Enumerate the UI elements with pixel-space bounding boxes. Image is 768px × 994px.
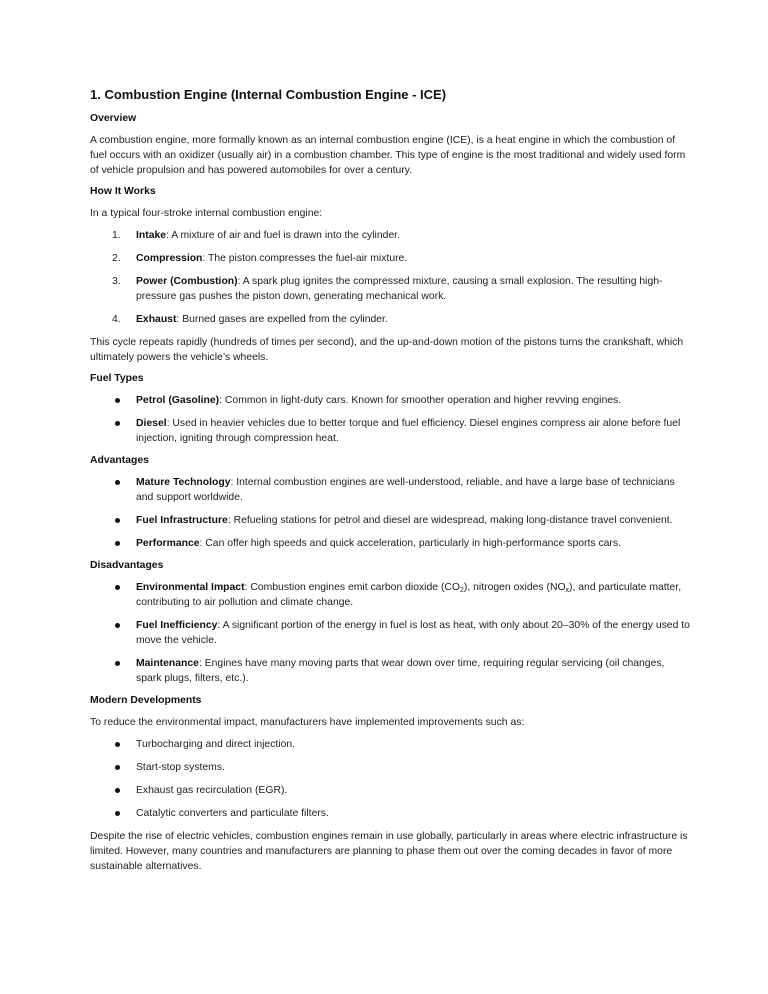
overview-heading: Overview — [90, 113, 137, 124]
list-item — [90, 806, 690, 821]
bullet-icon — [115, 541, 120, 546]
subscript: x — [565, 587, 570, 594]
step-term: Power (Combustion) — [136, 276, 238, 287]
bullet-icon — [115, 623, 120, 628]
list-number: 4. — [112, 314, 121, 325]
list-item — [90, 228, 690, 243]
list-item — [90, 274, 690, 304]
bullet-icon — [115, 765, 120, 770]
bullet-icon — [115, 742, 120, 747]
list-item — [90, 737, 690, 752]
item-text: Exhaust gas recirculation (EGR). — [136, 785, 288, 796]
step-desc: : A mixture of air and fuel is drawn into the cylinder. — [166, 230, 400, 241]
list-number: 1. — [112, 230, 121, 241]
item-desc: : Used in heavier vehicles due to better torque and fuel efficiency. Diesel engines compress air alone before fuel injection, igniting through compression heat. — [136, 418, 681, 444]
item-desc-part: : Combustion engines emit carbon dioxide (CO — [244, 582, 460, 593]
bullet-icon — [115, 661, 120, 666]
bullet-icon — [115, 788, 120, 793]
list-item — [90, 312, 690, 327]
item-desc: : Can offer high speeds and quick acceleration, particularly in high-performance sports cars. — [199, 538, 621, 549]
item-term: Performance — [136, 538, 200, 549]
list-item — [90, 760, 690, 775]
list-item — [90, 618, 690, 648]
step-term: Intake — [136, 230, 167, 241]
item-term: Fuel Infrastructure — [136, 515, 228, 526]
step-desc: : The piston compresses the fuel-air mixture. — [202, 253, 408, 264]
list-item — [90, 475, 690, 505]
stroke-steps-list — [90, 228, 690, 327]
list-item — [90, 580, 690, 610]
document-page — [90, 86, 690, 881]
item-term: Petrol (Gasoline) — [136, 395, 220, 406]
disadvantages-heading: Disadvantages — [90, 560, 164, 571]
list-number: 3. — [112, 276, 121, 287]
list-item — [90, 251, 690, 266]
modern-list — [90, 737, 690, 821]
item-desc: : Refueling stations for petrol and diesel are widespread, making long-distance travel convenient. — [227, 515, 673, 526]
bullet-icon — [115, 480, 120, 485]
advantages-list — [90, 475, 690, 551]
overview-text: A combustion engine, more formally known as an internal combustion engine (ICE), is a heat engine in which the combustion of fuel occurs with an oxidizer (usually air) in a combustion chamber. This type of engine is the most traditional and widely used form of vehicle propulsion and has powered automobiles for over a century. — [90, 135, 686, 176]
step-term: Compression — [136, 253, 203, 264]
disadvantages-list — [90, 580, 690, 686]
item-desc: : Engines have many moving parts that wear down over time, requiring regular servicing (oil changes, spark plugs, filters, etc.). — [136, 658, 665, 684]
fuel-types-list — [90, 393, 690, 446]
list-item — [90, 416, 690, 446]
how-it-works-outro: This cycle repeats rapidly (hundreds of times per second), and the up-and-down motion of the pistons turns the crankshaft, which ultimately powers the vehicle’s wheels. — [90, 337, 684, 363]
bullet-icon — [115, 585, 120, 590]
item-text: Catalytic converters and particulate filters. — [136, 808, 329, 819]
modern-developments-heading: Modern Developments — [90, 695, 202, 706]
subscript: 2 — [460, 587, 464, 594]
page-title: 1. Combustion Engine (Internal Combustion Engine - ICE) — [90, 87, 447, 102]
how-it-works-intro: In a typical four-stroke internal combustion engine: — [90, 208, 323, 219]
list-number: 2. — [112, 253, 121, 264]
bullet-icon — [115, 811, 120, 816]
item-desc: : A significant portion of the energy in fuel is lost as heat, with only about 20–30% of the energy used to move the vehicle. — [136, 620, 690, 646]
list-item — [90, 393, 690, 408]
bullet-icon — [115, 518, 120, 523]
item-term: Maintenance — [136, 658, 199, 669]
step-desc: : Burned gases are expelled from the cylinder. — [176, 314, 388, 325]
item-term: Environmental Impact — [136, 582, 245, 593]
item-text: Start-stop systems. — [136, 762, 225, 773]
advantages-heading: Advantages — [90, 455, 149, 466]
modern-intro: To reduce the environmental impact, manufacturers have implemented improvements such as: — [90, 717, 525, 728]
item-desc: : Common in light-duty cars. Known for smoother operation and higher revving engines. — [219, 395, 622, 406]
list-item — [90, 536, 690, 551]
step-desc: : A spark plug ignites the compressed mixture, causing a small explosion. The resulting high-pressure gas pushes the piston down, generating mechanical work. — [136, 276, 663, 302]
how-it-works-heading: How It Works — [90, 186, 156, 197]
item-desc-part: ), nitrogen oxides (NO — [463, 582, 566, 593]
bullet-icon — [115, 398, 120, 403]
item-term: Mature Technology — [136, 477, 231, 488]
list-item — [90, 513, 690, 528]
list-item — [90, 656, 690, 686]
fuel-types-heading: Fuel Types — [90, 373, 144, 384]
item-term: Fuel Inefficiency — [136, 620, 218, 631]
modern-outro: Despite the rise of electric vehicles, combustion engines remain in use globally, particularly in areas where electric infrastructure is limited. However, many countries and manufacturers are planning to phase them out over the coming decades in favor of more sustainable alternatives. — [90, 831, 688, 872]
list-item — [90, 783, 690, 798]
item-term: Diesel — [136, 418, 167, 429]
item-text: Turbocharging and direct injection. — [136, 739, 296, 750]
item-desc: : Internal combustion engines are well-understood, reliable, and have a large base of technicians and support worldwide. — [136, 477, 675, 503]
step-term: Exhaust — [136, 314, 177, 325]
item-desc-part: ), and particulate matter, contributing to air pollution and climate change. — [136, 582, 682, 608]
bullet-icon — [115, 421, 120, 426]
